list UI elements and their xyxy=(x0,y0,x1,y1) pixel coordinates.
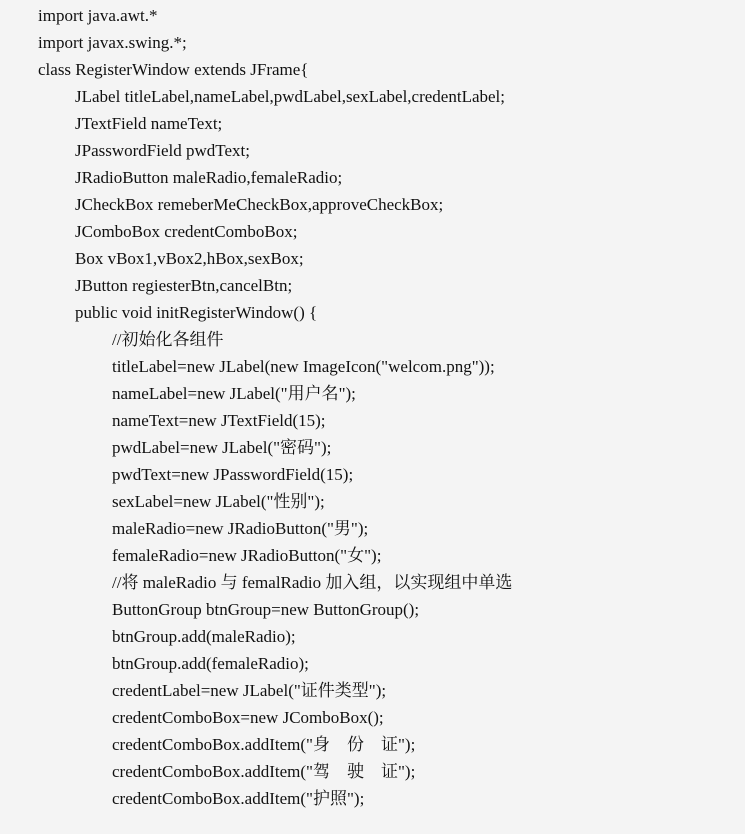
code-line-method-declaration: public void initRegisterWindow() { xyxy=(75,303,318,322)
code-line-male-radio: maleRadio=new JRadioButton("男"); xyxy=(112,519,369,538)
code-line-group-add-male: btnGroup.add(maleRadio); xyxy=(112,627,296,646)
code-line-group-add-female: btnGroup.add(femaleRadio); xyxy=(112,654,309,673)
code-line-jlabel-fields: JLabel titleLabel,nameLabel,pwdLabel,sexLabel,credentLabel; xyxy=(75,87,505,106)
code-line-pwd-label: pwdLabel=new JLabel("密码"); xyxy=(112,438,332,457)
code-line-import-awt: import java.awt.* xyxy=(38,6,158,25)
code-line-jradiobutton-fields: JRadioButton maleRadio,femaleRadio; xyxy=(75,168,343,187)
code-line-jcombobox-field: JComboBox credentComboBox; xyxy=(75,222,298,241)
code-line-credent-label: credentLabel=new JLabel("证件类型"); xyxy=(112,681,387,700)
code-line-name-label: nameLabel=new JLabel("用户名"); xyxy=(112,384,356,403)
code-line-class-declaration: class RegisterWindow extends JFrame{ xyxy=(38,60,309,79)
code-line-jpasswordfield-field: JPasswordField pwdText; xyxy=(75,141,250,160)
code-line-sex-label: sexLabel=new JLabel("性别"); xyxy=(112,492,325,511)
code-line-add-item-id-card: credentComboBox.addItem("身 份 证"); xyxy=(112,735,416,754)
code-line-button-group: ButtonGroup btnGroup=new ButtonGroup(); xyxy=(112,600,420,619)
code-line-credent-combobox: credentComboBox=new JComboBox(); xyxy=(112,708,384,727)
code-line-add-item-driver-license: credentComboBox.addItem("驾 驶 证"); xyxy=(112,762,416,781)
code-line-jtextfield-field: JTextField nameText; xyxy=(75,114,223,133)
code-line-name-text: nameText=new JTextField(15); xyxy=(112,411,326,430)
code-line-title-label: titleLabel=new JLabel(new ImageIcon("welcom.png")); xyxy=(112,357,495,376)
code-line-pwd-text: pwdText=new JPasswordField(15); xyxy=(112,465,354,484)
code-line-female-radio: femaleRadio=new JRadioButton("女"); xyxy=(112,546,382,565)
code-line-jcheckbox-fields: JCheckBox remeberMeCheckBox,approveCheckBox; xyxy=(75,195,444,214)
code-line-comment-group: //将 maleRadio 与 femalRadio 加入组，以实现组中单选 xyxy=(112,573,513,592)
code-line-comment-init: //初始化各组件 xyxy=(112,330,224,349)
code-line-add-item-passport: credentComboBox.addItem("护照"); xyxy=(112,789,365,808)
code-line-jbutton-fields: JButton regiesterBtn,cancelBtn; xyxy=(75,276,293,295)
code-line-import-swing: import javax.swing.*; xyxy=(38,33,187,52)
code-line-box-fields: Box vBox1,vBox2,hBox,sexBox; xyxy=(75,249,304,268)
